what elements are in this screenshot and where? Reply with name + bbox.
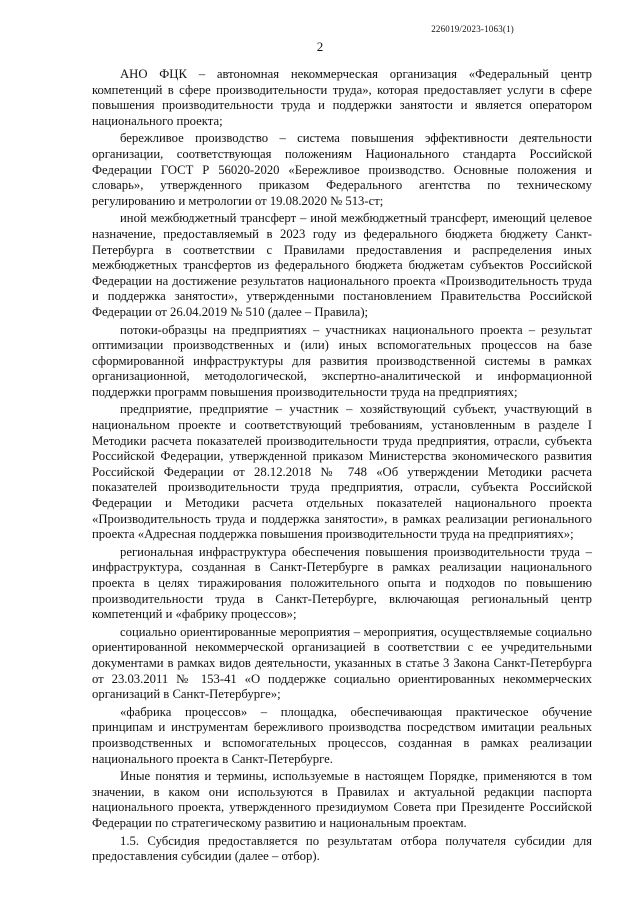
definition-process-factory: «фабрика процессов» – площадка, обеспечивающая практическое обучение принципам и инструментам бережливого производства посредством имитации реальных производственных и вспомогательных процессов, созданная в рамках реализации национального проекта в Санкт-Петербурге. <box>92 704 592 766</box>
definition-social-activities: социально ориентированные мероприятия – мероприятия, осуществляемые социально ориентированной некоммерческой организацией в соответствии с ее учредительными документами в рамках видов деятельности, указанных в статье 3 Закона Санкт-Петербурга от 23.03.2011 № 153-41 «О поддержке социально ориентированных некоммерческих организаций в Санкт-Петербурге»; <box>92 624 592 702</box>
definition-enterprise: предприятие, предприятие – участник – хозяйствующий субъект, участвующий в национальном проекте и соответствующий требованиям, установленным в разделе I Методики расчета показателей производительности труда предприятия, отрасли, субъекта Российской Федерации, утвержденной приказом Министерства экономического развития Российской Федерации от 28.12.2018 № 748 «Об утверждении Методики расчета показателей производительности труда предприятия, отрасли, субъекта Российской Федерации и Методики расчета отдельных показателей национального проекта «Производительность труда и поддержка занятости», в рамках реализации регионального проекта «Адресная поддержка повышения производительности труда на предприятиях»; <box>92 402 592 542</box>
document-body <box>92 67 592 865</box>
definition-lean-production: бережливое производство – система повышения эффективности деятельности организации, соответствующая положениям Национального стандарта Российской Федерации ГОСТ Р 56020-2020 «Бережливое производство. Основные положения и словарь», утвержденного приказом Федерального агентства по техническому регулированию и метрологии от 19.08.2020 № 513-ст; <box>92 131 592 208</box>
other-terms-paragraph: Иные понятия и термины, используемые в настоящем Порядке, применяются в том значении, в каком они используются в Правилах и актуальной редакции паспорта национального проекта, утвержденного президиумом Совета при Президенте Российской Федерации по стратегическому развитию и национальным проектам. <box>92 769 592 830</box>
definition-interbudget-transfer: иной межбюджетный трансферт – иной межбюджетный трансферт, имеющий целевое назначение, предоставляемый в 2023 году из федерального бюджета бюджету Санкт-Петербурга в соответствии с Правилами предоставления и распределения иных межбюджетных трансфертов из федерального бюджета бюджетам субъектов Российской Федерации на достижение результатов национального проекта «Производительность труда и поддержка занятости», утвержденными постановлением Правительства Российской Федерации от 26.04.2019 № 510 (далее – Правила); <box>92 211 592 319</box>
document-id: 226019/2023-1063(1) <box>431 24 514 34</box>
page-number: 2 <box>316 39 324 54</box>
definition-ano-fck: АНО ФЦК – автономная некоммерческая организация «Федеральный центр компетенций в сфере производительности труда», которая предоставляет услуги в сфере повышения производительности труда и поддержки занятости и является оператором национального проекта; <box>92 67 592 128</box>
definition-sample-flows: потоки-образцы на предприятиях – участниках национального проекта – результат оптимизации производственных и (или) иных вспомогательных процессов на базе сформированной инфраструктуры для развития производственной системы в рамках организационной, методологической, экспертно-аналитической и информационной поддержки программ повышения производительности труда на предприятиях; <box>92 322 592 399</box>
definition-regional-infrastructure: региональная инфраструктура обеспечения повышения производительности труда – инфраструктура, созданная в Санкт-Петербурге в рамках реализации национального проекта в целях тиражирования положительного опыта и подходов по повышению производительности труда в Санкт-Петербурге, включающая региональный центр компетенций и «фабрику процессов»; <box>92 544 592 622</box>
clause-1-5: 1.5. Субсидия предоставляется по результатам отбора получателя субсидии для предоставления субсидии (далее – отбор). <box>92 833 592 864</box>
